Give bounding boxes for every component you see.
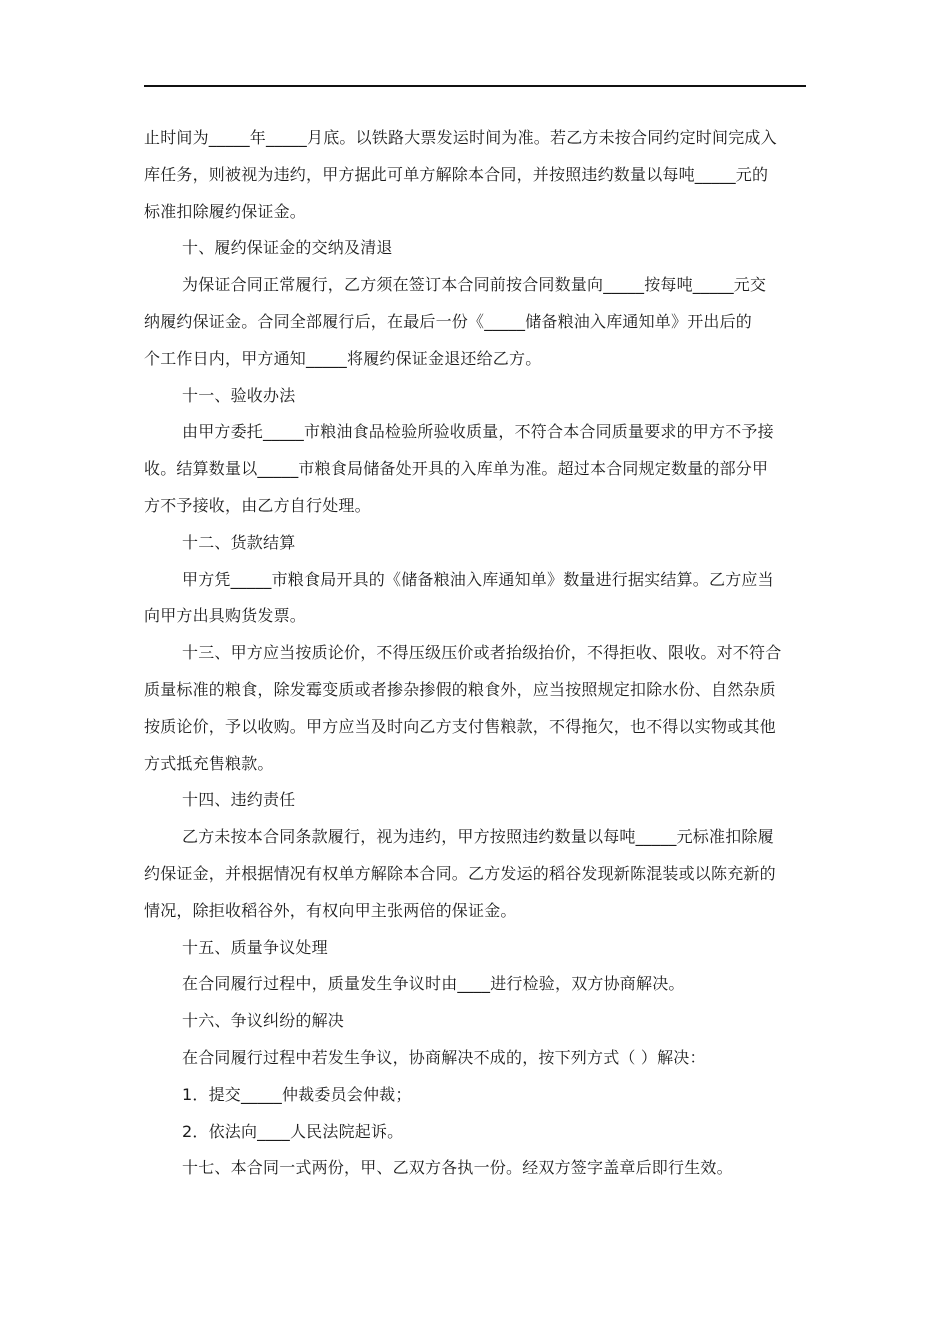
text-line: 方不予接收，由乙方自行处理。 (144, 495, 371, 515)
text-line: 十三、甲方应当按质论价，不得压级压价或者抬级抬价，不得拒收、限收。对不符合 (182, 643, 782, 663)
text-line: 在合同履行过程中，质量发生争议时由____进行检验，双方协商解决。 (182, 974, 685, 994)
text-line: 方式抵充售粮款。 (144, 753, 274, 773)
text-line: 十、履约保证金的交纳及清退 (182, 238, 393, 258)
text-line: 为保证合同正常履行，乙方须在签订本合同前按合同数量向_____按每吨_____元交 (182, 275, 767, 295)
text-line: 乙方未按本合同条款履行，视为违约，甲方按照违约数量以每吨_____元标准扣除履 (182, 827, 774, 847)
text-line: 2．依法向____人民法院起诉。 (182, 1121, 404, 1141)
text-line: 十六、争议纠纷的解决 (182, 1011, 345, 1031)
text-line: 质量标准的粮食，除发霉变质或者掺杂掺假的粮食外，应当按照规定扣除水份、自然杂质 (144, 679, 776, 699)
text-line: 由甲方委托_____市粮油食品检验所验收质量，不符合本合同质量要求的甲方不予接 (182, 422, 774, 442)
text-line: 十四、违约责任 (182, 790, 296, 810)
text-line: 库任务，则被视为违约，甲方据此可单方解除本合同，并按照违约数量以每吨_____元的 (144, 164, 769, 184)
text-line: 甲方凭_____市粮食局开具的《储备粮油入库通知单》数量进行据实结算。乙方应当 (182, 569, 774, 589)
text-line: 向甲方出具购货发票。 (144, 606, 307, 626)
text-line: 收。结算数量以_____市粮食局储备处开具的入库单为准。超过本合同规定数量的部分甲 (144, 459, 769, 479)
text-line: 按质论价，予以收购。甲方应当及时向乙方支付售粮款，不得拖欠，也不得以实物或其他 (144, 716, 776, 736)
text-line: 十五、质量争议处理 (182, 937, 328, 957)
text-line: 十二、货款结算 (182, 532, 296, 552)
text-line: 止时间为_____年_____月底。以铁路大票发运时间为准。若乙方未按合同约定时间完成入 (144, 128, 777, 147)
text-line: 1．提交_____仲裁委员会仲裁； (182, 1084, 412, 1104)
text-line: 个工作日内，甲方通知_____将履约保证金退还给乙方。 (144, 348, 542, 368)
text-line: 约保证金，并根据情况有权单方解除本合同。乙方发运的稻谷发现新陈混装或以陈充新的 (144, 863, 776, 883)
contract-body (144, 120, 806, 1187)
text-line: 情况，除拒收稻谷外，有权向甲主张两倍的保证金。 (144, 900, 517, 920)
text-line: 十七、本合同一式两份，甲、乙双方各执一份。经双方签字盖章后即行生效。 (182, 1158, 733, 1178)
text-line: 标准扣除履约保证金。 (144, 201, 307, 221)
text-line: 十一、验收办法 (182, 385, 296, 405)
header-rule (144, 85, 806, 87)
text-line: 纳履约保证金。合同全部履行后，在最后一份《_____储备粮油入库通知单》开出后的 (144, 311, 753, 331)
text-line: 在合同履行过程中若发生争议，协商解决不成的，按下列方式（ ）解决： (182, 1047, 706, 1067)
